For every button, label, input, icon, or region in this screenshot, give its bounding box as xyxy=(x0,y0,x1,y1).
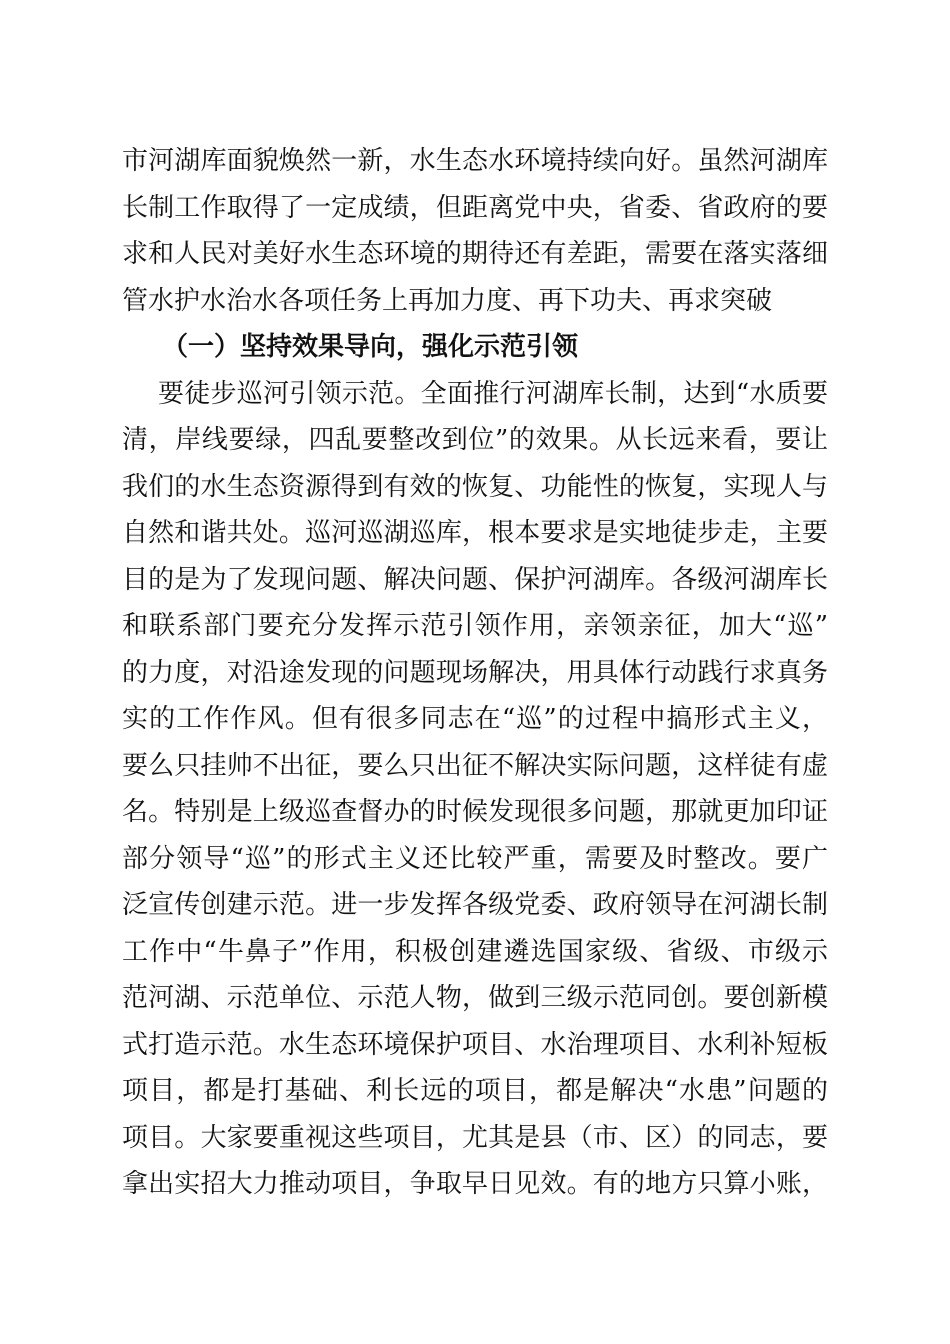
paragraph-line: 工作中“牛鼻子”作用，积极创建遴选国家级、省级、市级示 xyxy=(122,936,828,967)
paragraph-line: 目的是为了发现问题、解决问题、保护河湖库。各级河湖库长 xyxy=(122,564,828,595)
paragraph-line: 名。特别是上级巡查督办的时候发现很多问题，那就更加印证 xyxy=(122,797,828,827)
paragraph-line: 自然和谐共处。巡河巡湖巡库，根本要求是实地徒步走，主要 xyxy=(122,518,828,548)
paragraph-line: 拿出实招大力推动项目，争取早日见效。有的地方只算小账， xyxy=(122,1169,828,1199)
paragraph-line: 我们的水生态资源得到有效的恢复、功能性的恢复，实现人与 xyxy=(122,471,828,502)
paragraph-line: 清，岸线要绿，四乱要整改到位”的效果。从长远来看，要让 xyxy=(122,425,828,455)
paragraph-line: 市河湖库面貌焕然一新，水生态水环境持续向好。虽然河湖库 xyxy=(122,146,828,176)
paragraph-line: 长制工作取得了一定成绩，但距离党中央，省委、省政府的要 xyxy=(122,192,828,223)
paragraph-line: 要徒步巡河引领示范。全面推行河湖库长制，达到“水质要 xyxy=(158,378,828,409)
paragraph-line: 实的工作作风。但有很多同志在“巡”的过程中搞形式主义， xyxy=(122,704,828,734)
paragraph-line: 范河湖、示范单位、示范人物，做到三级示范同创。要创新模 xyxy=(122,983,828,1013)
paragraph-line: 泛宣传创建示范。进一步发挥各级党委、政府领导在河湖长制 xyxy=(122,890,828,920)
document-body xyxy=(122,138,828,1208)
paragraph-line: 管水护水治水各项任务上再加力度、再下功夫、再求突破 xyxy=(122,285,773,316)
paragraph-line: 项目，都是打基础、利长远的项目，都是解决“水患”问题的 xyxy=(122,1076,828,1106)
paragraph-line: 和联系部门要充分发挥示范引领作用，亲领亲征，加大“巡” xyxy=(122,611,828,641)
paragraph-line: 式打造示范。水生态环境保护项目、水治理项目、水利补短板 xyxy=(122,1029,828,1060)
section-heading: （一）坚持效果导向，强化示范引领 xyxy=(162,332,579,362)
paragraph-line: 项目。大家要重视这些项目，尤其是县（市、区）的同志，要 xyxy=(122,1122,828,1153)
paragraph-line: 的力度，对沿途发现的问题现场解决，用具体行动践行求真务 xyxy=(122,657,828,688)
paragraph-line: 求和人民对美好水生态环境的期待还有差距，需要在落实落细 xyxy=(122,239,828,269)
paragraph-line: 要么只挂帅不出征，要么只出征不解决实际问题，这样徒有虚 xyxy=(122,750,828,781)
paragraph-line: 部分领导“巡”的形式主义还比较严重，需要及时整改。要广 xyxy=(122,843,828,874)
